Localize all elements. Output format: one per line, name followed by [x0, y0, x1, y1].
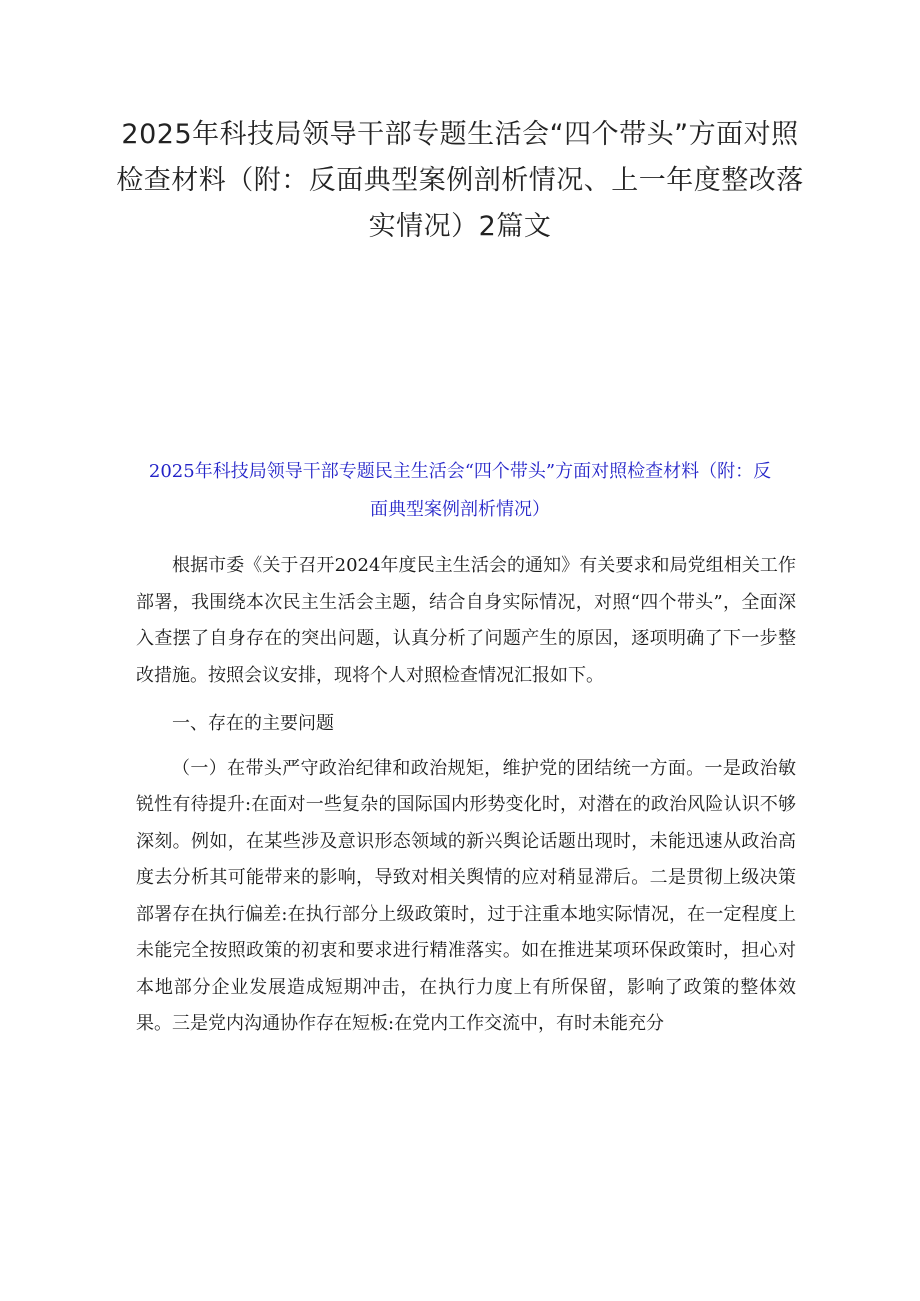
part-heading: 一、存在的主要问题 — [172, 713, 334, 734]
item-paragraph: （一）在带头严守政治纪律和政治规矩，维护党的团结统一方面。一是政治敏锐性有待提升:在面对一些复杂的国际国内形势变化时，对潜在的政治风险认识不够深刻。例如，在某些涉及意识形态领域的新兴舆论话题出现时，未能迅速从政治高度去分析其可能带来的影响，导致对相关舆情的应对稍显滞后。二是贯彻上级决策部署存在执行偏差:在执行部分上级政策时，过于注重本地实际情况，在一定程度上未能完全按照政策的初衷和要求进行精准落实。如在推进某项环保政策时，担心对本地部分企业发展造成短期冲击，在执行力度上有所保留，影响了政策的整体效果。三是党内沟通协作存在短板:在党内工作交流中，有时未能充分 — [136, 757, 796, 1034]
intro-paragraph: 根据市委《关于召开2024年度民主生活会的通知》有关要求和局党组相关工作部署，我围绕本次民主生活会主题，结合自身实际情况，对照“四个带头”，全面深入查摆了自身存在的突出问题，认真分析了问题产生的原因，逐项明确了下一步整改措施。按照会议安排，现将个人对照检查情况汇报如下。 — [136, 555, 796, 686]
section-heading: 2025年科技局领导干部专题民主生活会“四个带头”方面对照检查材料（附：反面典型案例剖析情况） — [148, 461, 772, 520]
document-title: 2025年科技局领导干部专题生活会“四个带头”方面对照检查材料（附：反面典型案例剖析情况、上一年度整改落实情况）2篇文 — [116, 119, 804, 242]
document-body — [136, 548, 796, 1043]
